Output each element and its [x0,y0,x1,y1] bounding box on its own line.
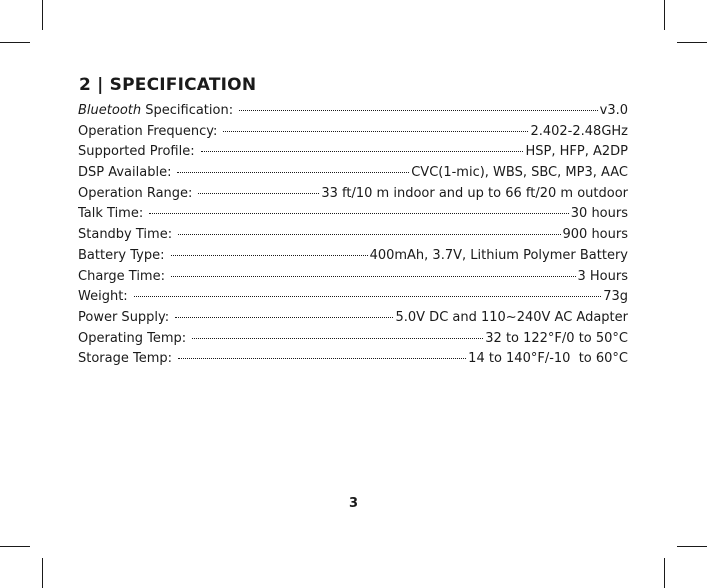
dot-leader [149,213,569,214]
spec-value: 33 ft/10 m indoor and up to 66 ft/20 m outdoor [321,185,628,201]
crop-mark-bottom-left-horizontal [0,546,30,547]
spec-row-talk-time [78,204,628,225]
crop-mark-top-right-horizontal [677,42,707,43]
spec-label-italic: Bluetooth [78,103,142,118]
dot-leader [175,317,393,318]
spec-value: HSP, HFP, A2DP [525,144,628,160]
dot-leader [177,172,409,173]
section-heading: 2 | SPECIFICATION [79,75,257,95]
crop-mark-top-left-vertical [42,0,43,30]
spec-row-operating-temp [78,329,628,350]
spec-label: Storage Temp: [78,351,173,367]
spec-label: Battery Type: [78,247,165,263]
spec-row-weight [78,287,628,308]
dot-leader [171,255,368,256]
spec-row-supported-profile [78,142,628,163]
page-number: 3 [348,496,359,511]
spec-label: Charge Time: [78,268,165,284]
spec-label: Operation Frequency: [78,123,218,139]
dot-leader [223,131,528,132]
dot-leader [239,110,598,111]
spec-row-dsp-available [78,163,628,184]
spec-value: 73g [603,289,628,305]
spec-row-storage-temp [78,349,628,370]
spec-value: 14 to 140°F/-10 to 60°C [468,351,628,367]
spec-label: Power Supply: [78,309,170,325]
dot-leader [192,338,483,339]
dot-leader [134,296,602,297]
spec-label-text: Specification: [141,103,234,118]
crop-mark-top-left-horizontal [0,42,30,43]
spec-label: Operation Range: [78,185,193,201]
spec-row-battery-type [78,246,628,267]
spec-value: CVC(1-mic), WBS, SBC, MP3, AAC [411,165,628,181]
dot-leader [201,151,524,152]
crop-mark-top-right-vertical [664,0,665,30]
crop-mark-bottom-right-vertical [664,558,665,588]
spec-value: 2.402-2.48GHz [530,123,628,139]
spec-value: 5.0V DC and 110~240V AC Adapter [395,309,628,325]
spec-row-operation-frequency [78,122,628,143]
spec-label: Weight: [78,289,128,305]
spec-list [78,101,628,370]
spec-label: Standby Time: [78,227,173,243]
dot-leader [171,276,576,277]
dot-leader [198,193,319,194]
spec-row-standby-time [78,225,628,246]
spec-label [78,101,233,122]
spec-value: 32 to 122°F/0 to 50°C [485,330,628,346]
spec-value: v3.0 [599,103,628,118]
spec-label: Operating Temp: [78,330,187,346]
dot-leader [178,234,560,235]
spec-value: 30 hours [570,206,628,222]
spec-row-operation-range [78,184,628,205]
spec-value: 400mAh, 3.7V, Lithium Polymer Battery [369,247,628,263]
crop-mark-bottom-left-vertical [42,558,43,588]
spec-label: Talk Time: [78,206,144,222]
crop-mark-bottom-right-horizontal [677,546,707,547]
spec-row-charge-time [78,267,628,288]
spec-value: 3 Hours [577,268,628,284]
spec-value: 900 hours [562,227,628,243]
spec-row-bluetooth [78,101,628,122]
spec-label: Supported Profile: [78,144,195,160]
spec-row-power-supply [78,308,628,329]
dot-leader [178,358,466,359]
spec-label: DSP Available: [78,165,172,181]
